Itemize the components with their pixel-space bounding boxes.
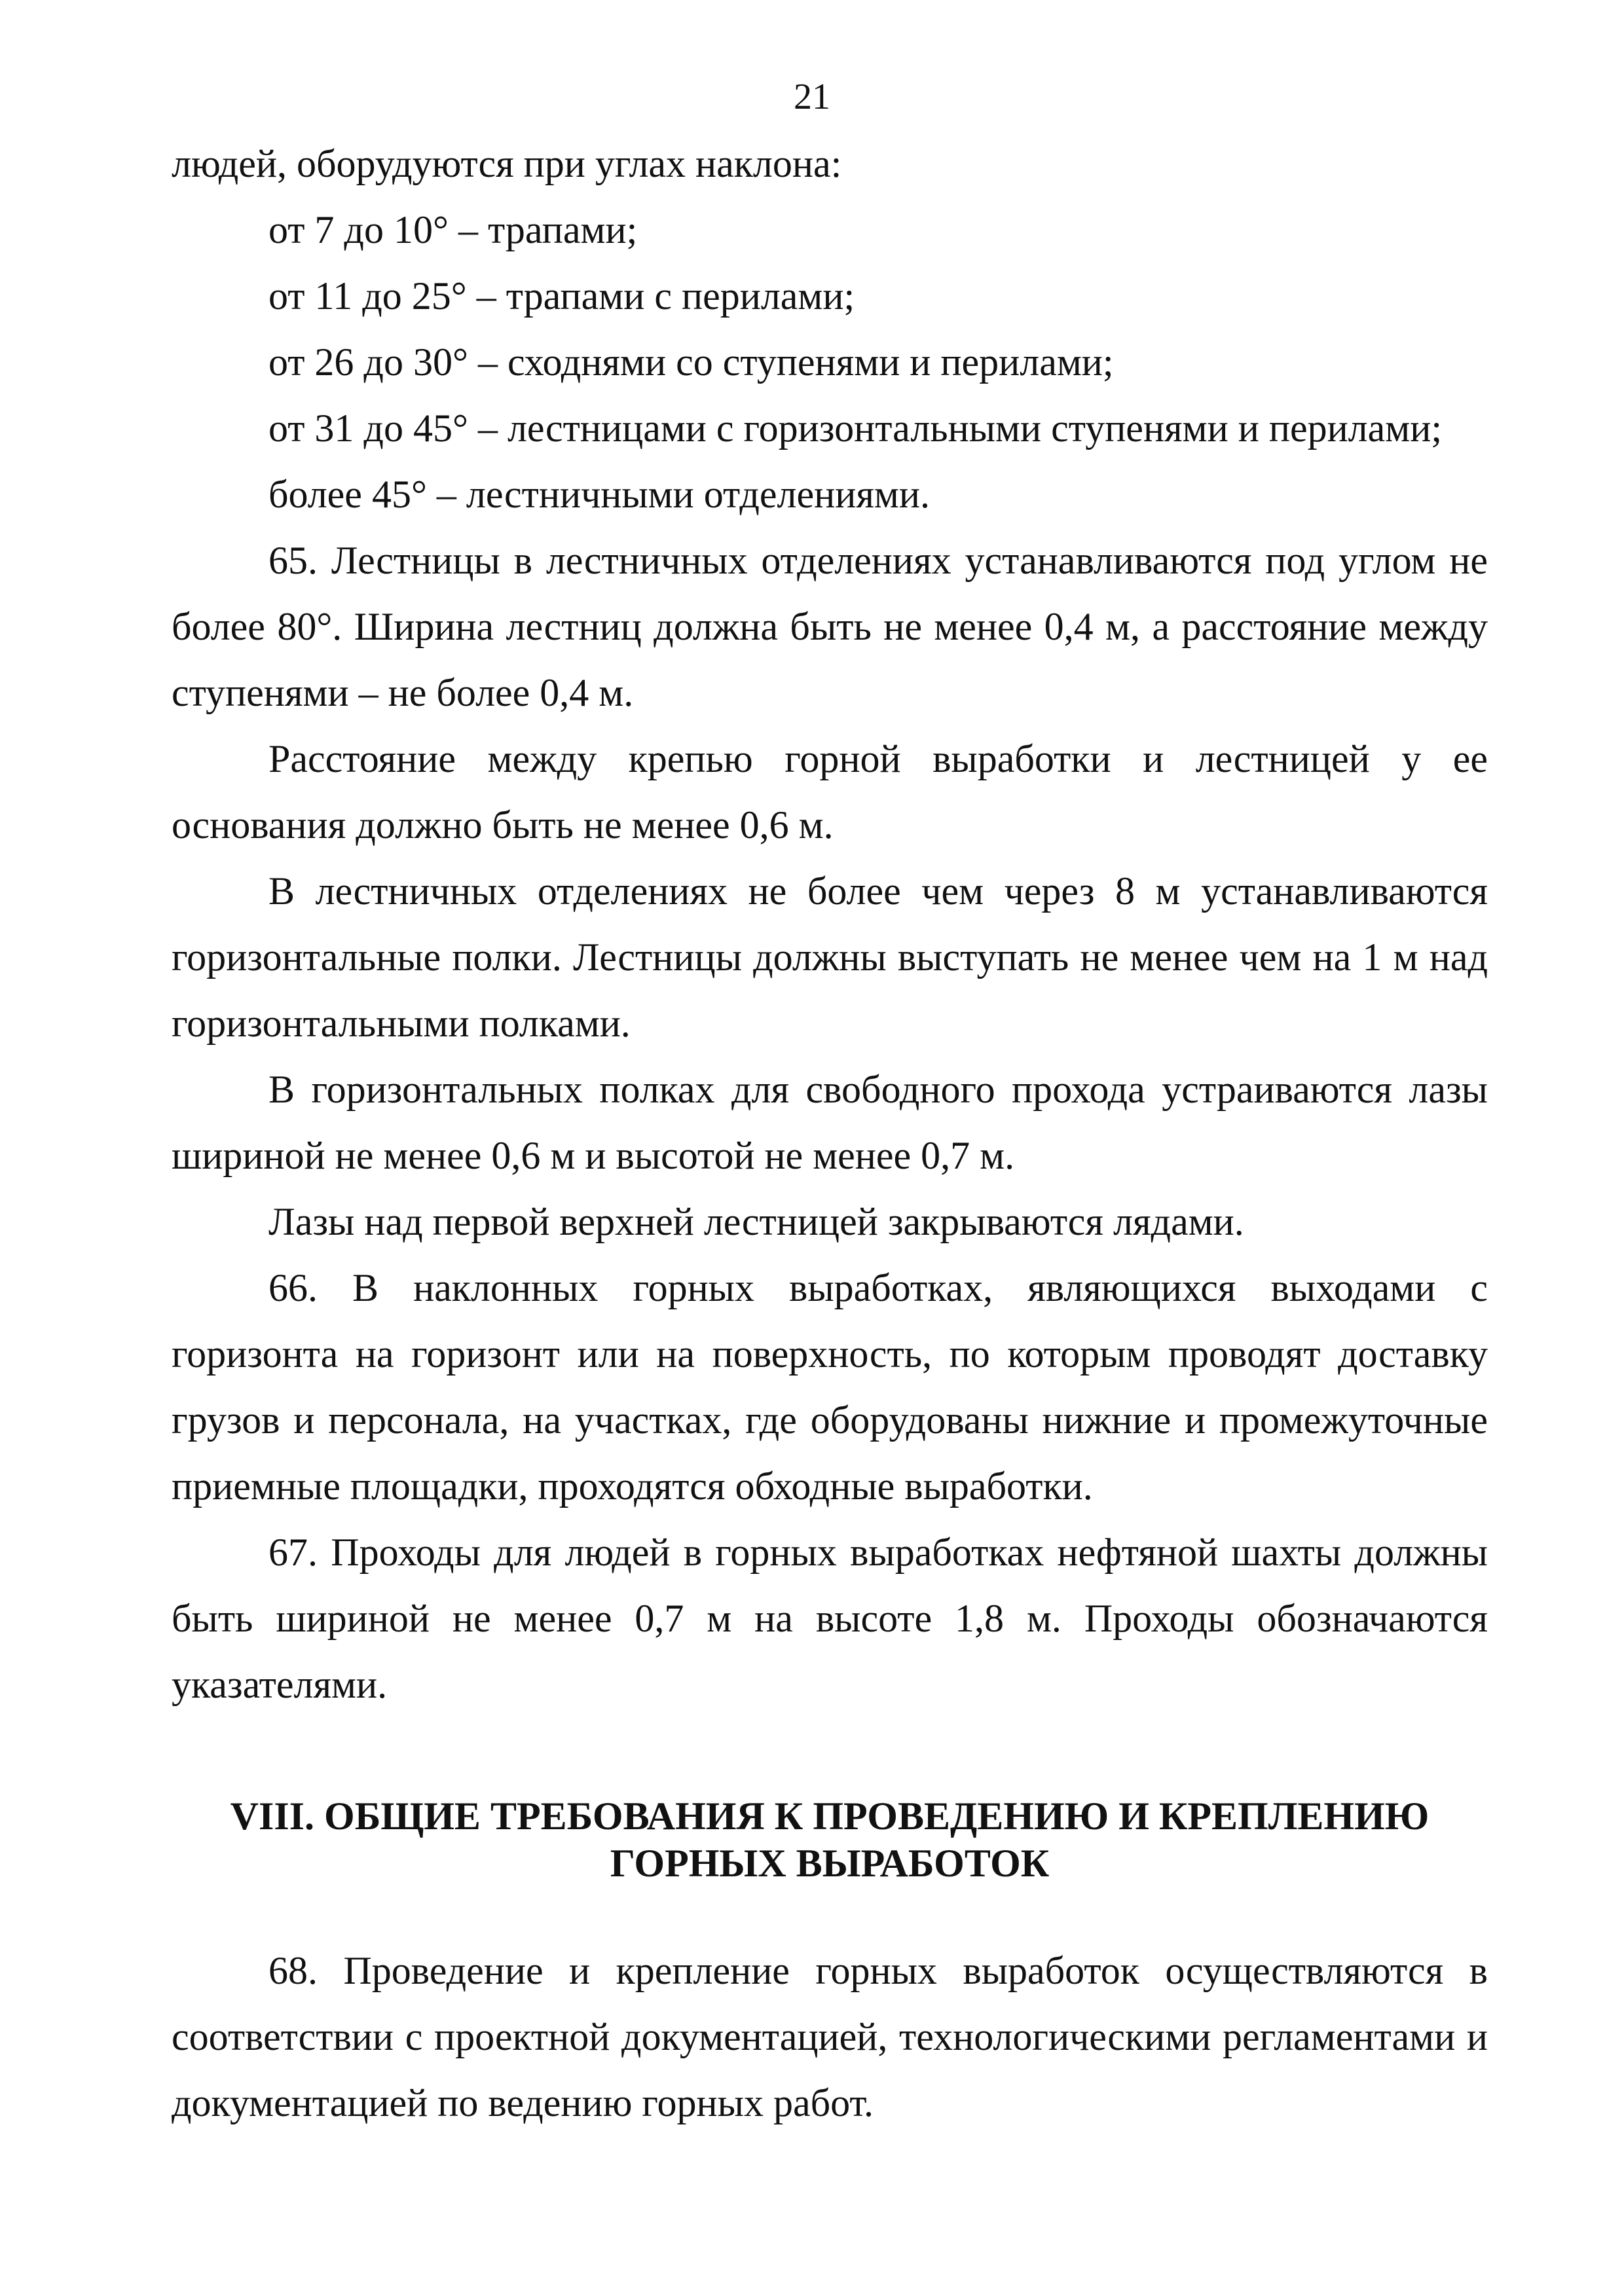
page-number: 21 xyxy=(794,77,830,117)
paragraph-67: 67. Проходы для людей в горных выработках нефтяной шахты должны быть шириной не менее 0,7 м на высоте 1,8 м. Проходы обозначаются указателями. xyxy=(172,1531,1488,1706)
paragraph-65-distance: Расстояние между крепью горной выработки и лестницей у ее основания должно быть не менее 0,6 м. xyxy=(172,737,1488,847)
section-heading xyxy=(172,1793,1488,1887)
intro-line: людей, оборудуются при углах наклона: xyxy=(172,142,842,185)
section-heading-line-1: VIII. ОБЩИЕ ТРЕБОВАНИЯ К ПРОВЕДЕНИЮ И КРЕПЛЕНИЮ xyxy=(230,1795,1430,1838)
section-body xyxy=(172,1938,1488,2136)
paragraph-66: 66. В наклонных горных выработках, являющихся выходами с горизонта на горизонт или на поверхность, по которым проводят доставку грузов и персонала, на участках, где оборудованы нижние и промежуточные приемные площадки, проходятся обходные выработки. xyxy=(172,1266,1488,1508)
paragraph-65-shelves: В лестничных отделениях не более чем через 8 м устанавливаются горизонтальные полки. Лестницы должны выступать не менее чем на 1 м над горизонтальными полками. xyxy=(172,869,1488,1045)
paragraph-65-hatches: В горизонтальных полках для свободного прохода устраиваются лазы шириной не менее 0,6 м и высотой не менее 0,7 м. xyxy=(172,1068,1488,1177)
list-item: от 26 до 30° – сходнями со ступенями и перилами; xyxy=(268,340,1114,384)
paragraph-65: 65. Лестницы в лестничных отделениях устанавливаются под углом не более 80°. Ширина лестниц должна быть не менее 0,4 м, а расстояние между ступенями – не более 0,4 м. xyxy=(172,539,1488,714)
list-item: от 7 до 10° – трапами; xyxy=(268,208,638,251)
paragraph-65-covers: Лазы над первой верхней лестницей закрываются лядами. xyxy=(268,1200,1244,1243)
section-heading-line-2: ГОРНЫХ ВЫРАБОТОК xyxy=(610,1842,1050,1885)
list-item: более 45° – лестничными отделениями. xyxy=(268,473,931,516)
page-body xyxy=(172,131,1488,1718)
list-item: от 11 до 25° – трапами с перилами; xyxy=(268,274,855,318)
list-item: от 31 до 45° – лестницами с горизонтальными ступенями и перилами; xyxy=(268,407,1443,450)
paragraph-68: 68. Проведение и крепление горных выработок осуществляются в соответствии с проектной документацией, технологическими регламентами и документацией по ведению горных работ. xyxy=(172,1949,1488,2124)
